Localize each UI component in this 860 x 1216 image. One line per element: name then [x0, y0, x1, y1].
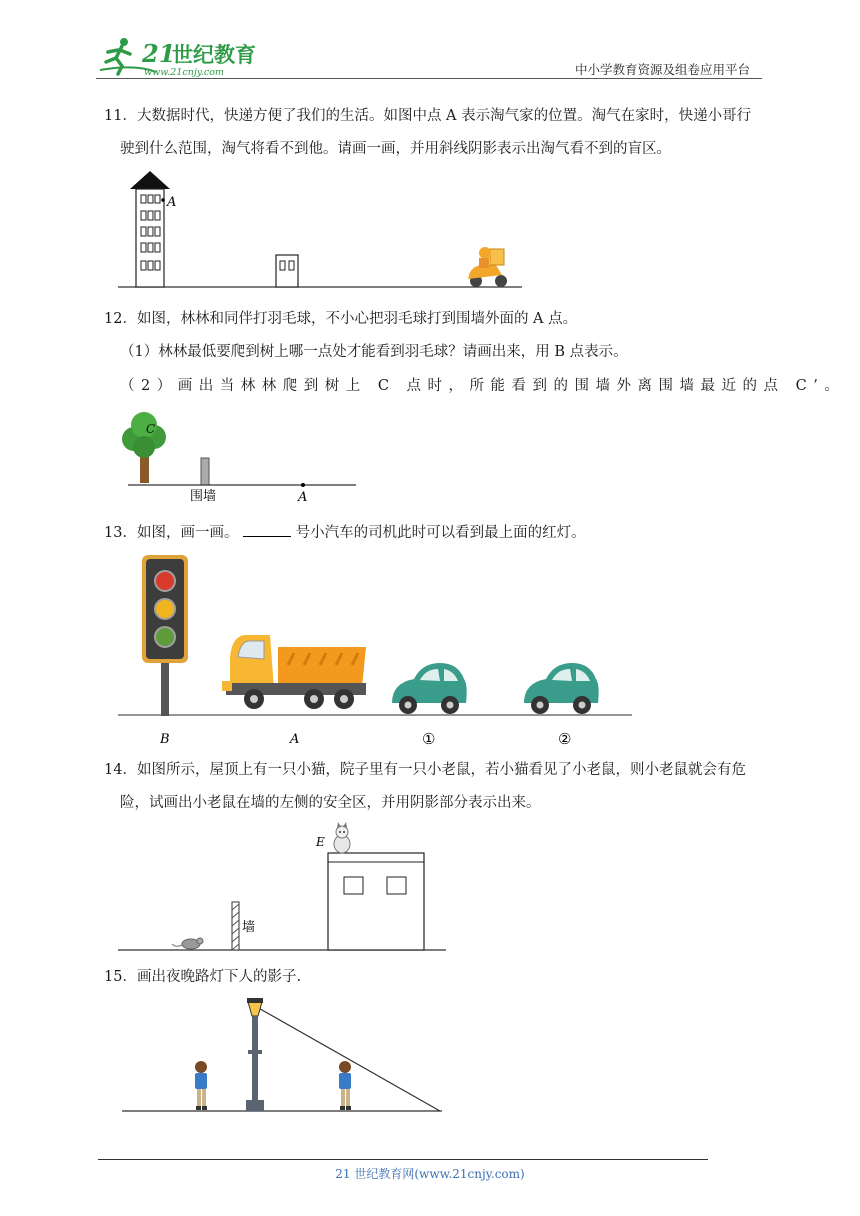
q12-line1: 12．如图，林林和同伴打羽毛球，不小心把羽毛球打到围墙外面的 A 点。: [104, 311, 578, 327]
q13-label-car1: ①: [422, 730, 436, 748]
car-2-icon: [524, 663, 599, 714]
dump-truck-icon: [222, 635, 366, 709]
q13-line: [104, 522, 586, 543]
q14-figure: [118, 820, 453, 954]
brand-logo: [96, 34, 266, 80]
q11-line1: 11．大数据时代，快递方便了我们的生活。如图中点 A 表示淘气家的位置。淘气在家时，快递小哥行: [104, 108, 752, 124]
mouse-icon: [172, 938, 203, 949]
footer-divider: [98, 1159, 708, 1160]
q12-label-c: C: [146, 422, 156, 436]
q12-sub2: （2）画出当林林爬到树上 C 点时，所能看到的围墙外离围墙最近的点 C’。: [120, 378, 846, 394]
person-left-icon: [195, 1061, 207, 1110]
delivery-scooter-icon: [468, 247, 507, 287]
q13-suffix: 号小汽车的司机此时可以看到最上面的红灯。: [295, 525, 586, 541]
brand-number: 21: [142, 39, 176, 68]
q11-figure: [118, 165, 528, 293]
point-a: [301, 483, 305, 487]
q13-figure: [118, 553, 638, 753]
q13-label-b: B: [160, 732, 170, 747]
footer-text: 21 世纪教育网(www.21cnjy.com): [335, 1167, 525, 1181]
brand-name: 世纪教育: [172, 42, 256, 67]
header-divider: [96, 78, 762, 79]
q14-label-wall: 墙: [242, 920, 256, 935]
brand-url: www.21cnjy.com: [144, 67, 224, 78]
short-building: [276, 255, 298, 287]
q14-line1: 14．如图所示，屋顶上有一只小猫，院子里有一只小老鼠，若小猫看见了小老鼠，则小老鼠就会有危: [104, 762, 746, 778]
q14-line2: 险，试画出小老鼠在墙的左侧的安全区，并用阴影部分表示出来。: [120, 795, 541, 811]
q12-label-a: A: [298, 490, 308, 505]
car-1-icon: [392, 663, 467, 714]
street-lamp-icon: [246, 998, 264, 1111]
cat-icon: [334, 822, 350, 853]
person-right-icon: [339, 1061, 351, 1110]
q11-line2: 驶到什么范围，淘气将看不到他。请画一画，并用斜线阴影表示出淘气看不到的盲区。: [120, 141, 671, 157]
q12-figure: [118, 405, 363, 505]
wall-shape: [201, 458, 209, 485]
q13-label-a: A: [290, 732, 300, 747]
q15-figure: [118, 994, 448, 1116]
tall-building: [130, 171, 170, 287]
q12-sub1: （1）林林最低要爬到树上哪一点处才能看到羽毛球？请画出来，用 B 点表示。: [120, 344, 628, 360]
wall-shape: [232, 902, 239, 950]
q14-label-e: E: [316, 835, 325, 849]
tree-icon: [122, 412, 166, 483]
q11-label-a: A: [167, 195, 177, 210]
q15-line1: 15．画出夜晚路灯下人的影子.: [104, 969, 302, 985]
q13-answer-blank[interactable]: [243, 522, 291, 537]
house-shape: [328, 853, 424, 950]
q13-label-car2: ②: [558, 730, 572, 748]
traffic-light-icon: [142, 555, 188, 716]
q12-label-wall: 围墙: [190, 489, 217, 504]
platform-label: 中小学教育资源及组卷应用平台: [575, 62, 751, 77]
q13-prefix: 13．如图，画一画。: [104, 525, 239, 541]
